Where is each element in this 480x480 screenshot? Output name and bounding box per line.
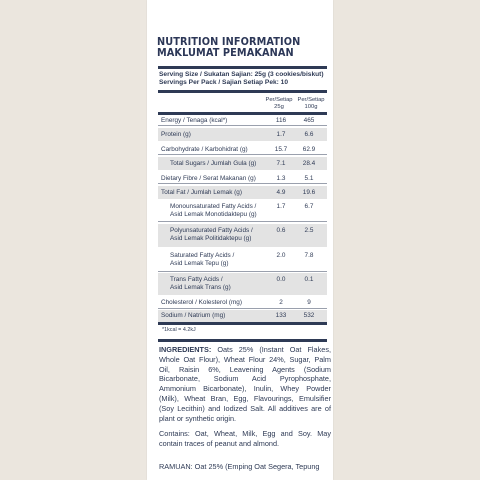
ingredients-heading: INGREDIENTS:	[159, 345, 212, 354]
value-per-serving: 15.7	[274, 146, 288, 153]
value-per-100g: 6.6	[304, 131, 314, 138]
ramuan-text: RAMUAN: Oat 25% (Emping Oat Segera, Tepung	[159, 462, 320, 471]
title-malay: MAKLUMAT PEMAKANAN	[157, 47, 294, 59]
nutrient-label: Protein (g)	[161, 131, 191, 138]
row-divider	[158, 125, 327, 126]
nutrient-label: Carbohydrate / Karbohidrat (g)	[161, 146, 248, 153]
value-per-serving: 1.7	[276, 203, 286, 210]
nutrient-label-line2: Asid Lemak Monotidaktepu (g)	[170, 211, 257, 218]
value-per-100g: 6.7	[304, 203, 314, 210]
title-english: NUTRITION INFORMATION	[157, 36, 301, 48]
value-per-serving: 1.7	[276, 131, 286, 138]
nutrient-label-line2: Asid Lemak Politidaktepu (g)	[170, 235, 252, 242]
nutrient-label: Energy / Tenaga (kcal*)	[161, 117, 228, 124]
nutrient-row-dietary-fibre	[158, 172, 327, 184]
value-per-100g: 62.9	[302, 146, 316, 153]
nutrient-label: Total Fat / Jumlah Lemak (g)	[161, 189, 242, 196]
column-header-per-serving	[264, 97, 294, 111]
ingredients-block	[159, 345, 331, 423]
nutrient-row-saturated	[158, 249, 327, 272]
value-per-serving: 116	[275, 117, 287, 124]
value-per-serving: 133	[275, 312, 287, 319]
nutrient-row-polyunsaturated	[158, 224, 327, 247]
row-divider	[158, 308, 327, 309]
nutrient-label-line1: Trans Fatty Acids /	[170, 276, 223, 283]
value-per-serving: 4.9	[276, 189, 286, 196]
column-header-per-100g	[295, 97, 327, 111]
column-header-line: Per/Setiap	[297, 97, 325, 103]
nutrient-row-total-sugars	[158, 157, 327, 170]
value-per-serving: 7.1	[276, 160, 286, 167]
value-per-serving: 0.6	[276, 227, 286, 234]
background-left	[0, 0, 140, 480]
ingredients-text: Oats 25% (Instant Oat Flakes, Whole Oat Flour), Wheat Flour 24%, Sugar, Palm Oil, Raisin 6%, Leavening Agents (Sodium Bicarbonate, Sodium Acid Pyrophosphate, Ammonium Bicarbonate), Inulin, Whey Powder (Milk), Wheat Bran, Egg, Flavourings, Emulsifier (Soy Lecithin) and Iodized Salt. All additives are of plant or synthetic origin.	[159, 345, 331, 423]
nutrient-label: Sodium / Natrium (mg)	[161, 312, 226, 319]
value-per-100g: 5.1	[304, 175, 314, 182]
row-divider	[158, 154, 327, 155]
nutrient-row-monounsaturated	[158, 200, 327, 222]
nutrient-label: Dietary Fibre / Serat Makanan (g)	[161, 175, 256, 182]
column-header-line: Per/Setiap	[265, 97, 293, 103]
nutrient-label-line1: Polyunsaturated Fatty Acids /	[170, 227, 253, 234]
value-per-serving: 1.3	[276, 175, 286, 182]
nutrient-label-line2: Asid Lemak Trans (g)	[170, 284, 231, 291]
divider-thick	[158, 66, 327, 69]
background-right	[332, 0, 480, 480]
nutrient-label-line1: Saturated Fatty Acids /	[170, 252, 235, 259]
serving-info	[159, 71, 331, 87]
label-title	[157, 37, 300, 59]
value-per-100g: 9	[307, 299, 311, 306]
servings-per-pack: Servings Per Pack / Sajian Setiap Pek: 10	[159, 79, 289, 86]
nutrient-label-line2: Asid Lemak Tepu (g)	[170, 260, 229, 267]
allergen-statement: Contains: Oat, Wheat, Milk, Egg and Soy. May contain traces of peanut and almond.	[159, 429, 331, 448]
nutrient-label: Cholesterol / Kolesterol (mg)	[161, 299, 242, 306]
divider-thick	[158, 322, 327, 325]
row-divider	[158, 221, 327, 222]
nutrient-row-cholesterol	[158, 296, 327, 309]
nutrient-row-total-fat	[158, 186, 327, 199]
divider-thick	[158, 90, 327, 93]
row-divider	[158, 271, 327, 272]
column-header-line: 100g	[304, 104, 318, 110]
nutrient-label: Total Sugars / Jumlah Gula (g)	[170, 160, 257, 167]
value-per-serving: 2.0	[276, 252, 286, 259]
value-per-serving: 2	[279, 299, 283, 306]
row-divider	[158, 183, 327, 184]
nutrient-row-trans-fat	[158, 273, 327, 295]
nutrition-label-panel	[147, 0, 333, 480]
energy-footnote: *1kcal = 4.2kJ	[162, 327, 196, 333]
value-per-100g: 2.5	[304, 227, 314, 234]
value-per-100g: 0.1	[304, 276, 314, 283]
divider-thick	[158, 339, 327, 342]
value-per-100g: 28.4	[302, 160, 316, 167]
nutrient-row-energy	[158, 115, 327, 126]
value-per-100g: 7.8	[304, 252, 314, 259]
serving-size: Serving Size / Sukatan Sajian: 25g (3 cookies/biskut)	[159, 71, 324, 78]
value-per-100g: 465	[303, 117, 315, 124]
value-per-serving: 0.0	[276, 276, 286, 283]
value-per-100g: 532	[303, 312, 315, 319]
column-header-line: 25g	[274, 104, 284, 110]
nutrient-row-carbohydrate	[158, 143, 327, 155]
nutrient-row-sodium	[158, 310, 327, 322]
value-per-100g: 19.6	[302, 189, 316, 196]
nutrient-row-protein	[158, 128, 327, 141]
nutrient-label-line1: Monounsaturated Fatty Acids /	[170, 203, 257, 210]
